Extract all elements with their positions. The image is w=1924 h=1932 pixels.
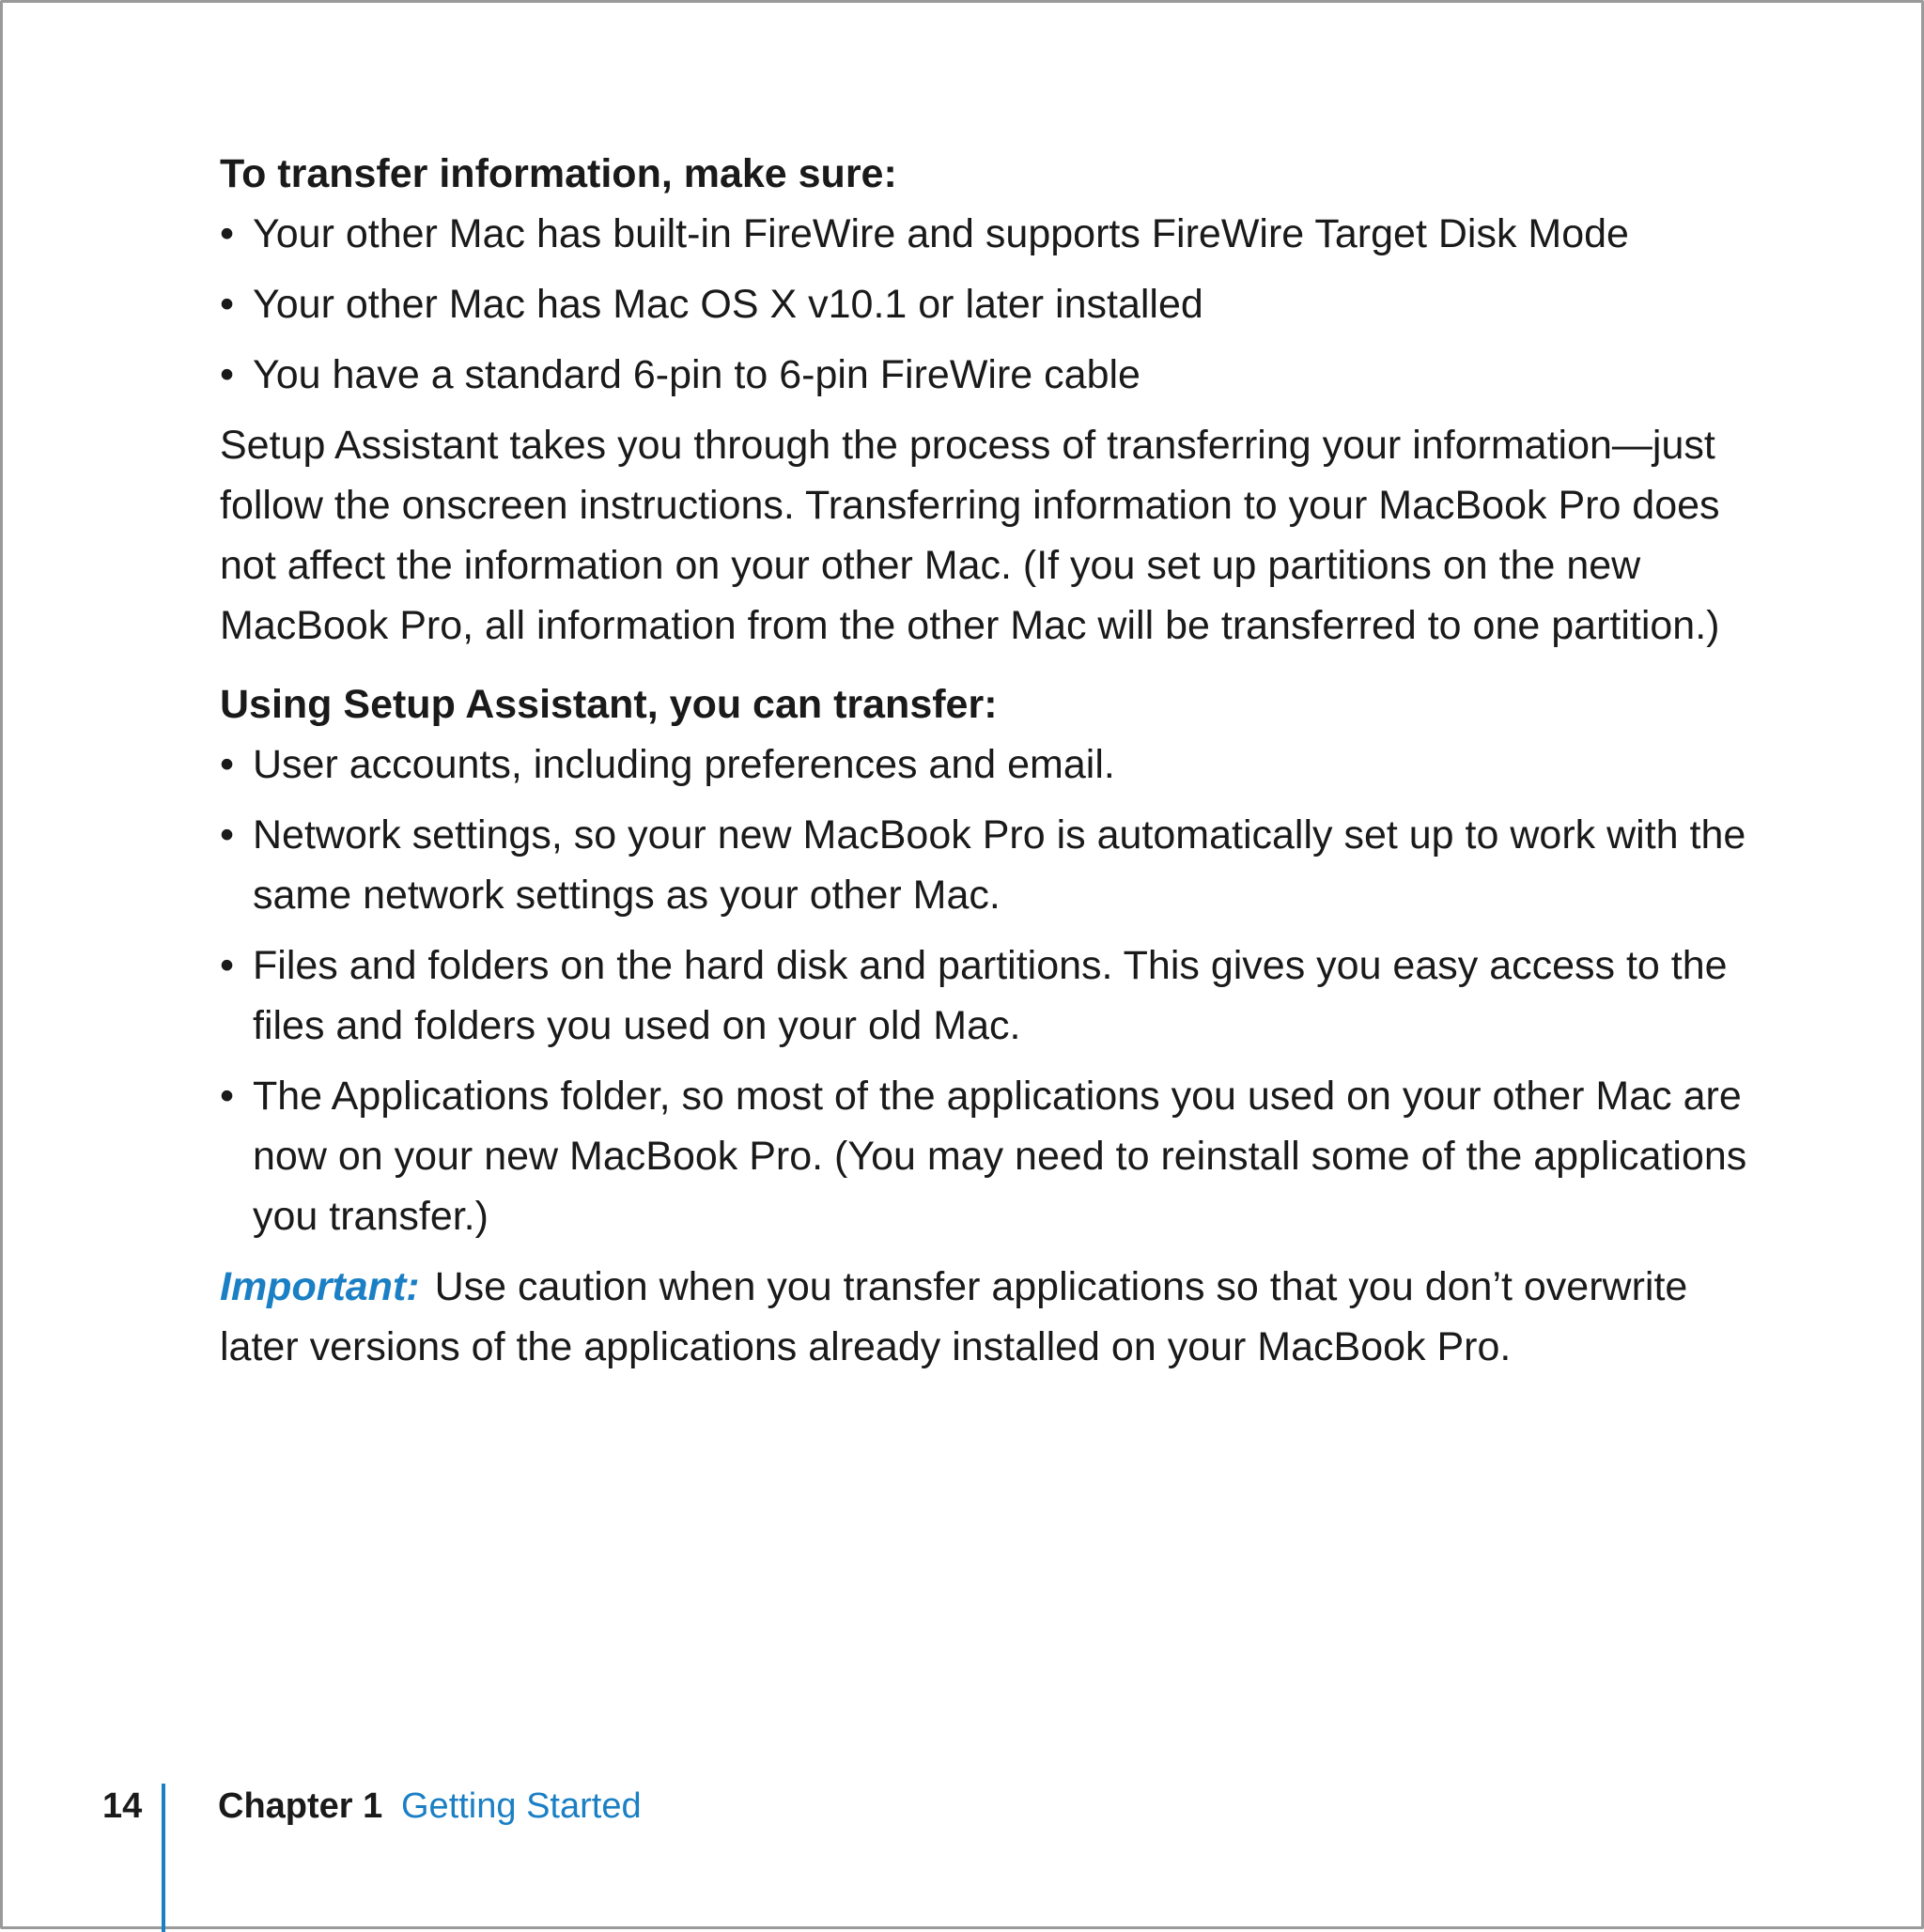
important-text: Use caution when you transfer applications so that you don’t overwrite later versions of the applications already installed on your MacBook Pro. [220,1264,1688,1369]
requirements-list [220,204,1761,405]
bullet-icon: • [220,211,235,256]
body-paragraph-setup-assistant: Setup Assistant takes you through the process of transferring your information—just follow the onscreen instructions. Transferring information to your MacBook Pro does not affect the information on your other Mac. (If you set up partitions on the new MacBook Pro, all information from the other Mac will be transferred to one partition.) [220,423,1720,648]
transfer-items-list [220,734,1761,1246]
list-item [220,204,1761,264]
bullet-icon: • [220,742,235,787]
list-item-text: The Applications folder, so most of the applications you used on your other Mac are now on your new MacBook Pro. (You may need to reinstall some of the applications you transfer.) [253,1074,1747,1239]
bullet-icon: • [220,282,235,327]
important-label: Important: [220,1264,420,1309]
list-item-text: Your other Mac has Mac OS X v10.1 or later installed [253,282,1203,327]
list-item-text: Network settings, so your new MacBook Pro is automatically set up to work with the same network settings as your other Mac. [253,812,1746,918]
page-footer [3,1778,1924,1932]
section-heading-transfer: Using Setup Assistant, you can transfer: [220,682,998,727]
chapter-label: Chapter 1 [218,1786,383,1826]
list-item-text: You have a standard 6-pin to 6-pin FireWire cable [253,352,1140,397]
section-heading-make-sure: To transfer information, make sure: [220,151,897,196]
list-item [220,1066,1761,1246]
list-item [220,734,1761,795]
list-item [220,805,1761,925]
bullet-icon: • [220,352,235,397]
bullet-icon: • [220,943,235,988]
page-content [220,144,1761,1377]
bullet-icon: • [220,1074,235,1119]
list-item [220,345,1761,405]
list-item-text: Your other Mac has built-in FireWire and supports FireWire Target Disk Mode [253,211,1629,256]
chapter-title: Getting Started [401,1786,642,1826]
list-item [220,274,1761,334]
list-item-text: User accounts, including preferences and email. [253,742,1115,787]
footer-divider [162,1784,165,1932]
important-note [220,1257,1761,1377]
page-number: 14 [102,1786,143,1826]
list-item [220,935,1761,1056]
bullet-icon: • [220,812,235,858]
list-item-text: Files and folders on the hard disk and partitions. This gives you easy access to the files and folders you used on your old Mac. [253,943,1728,1048]
